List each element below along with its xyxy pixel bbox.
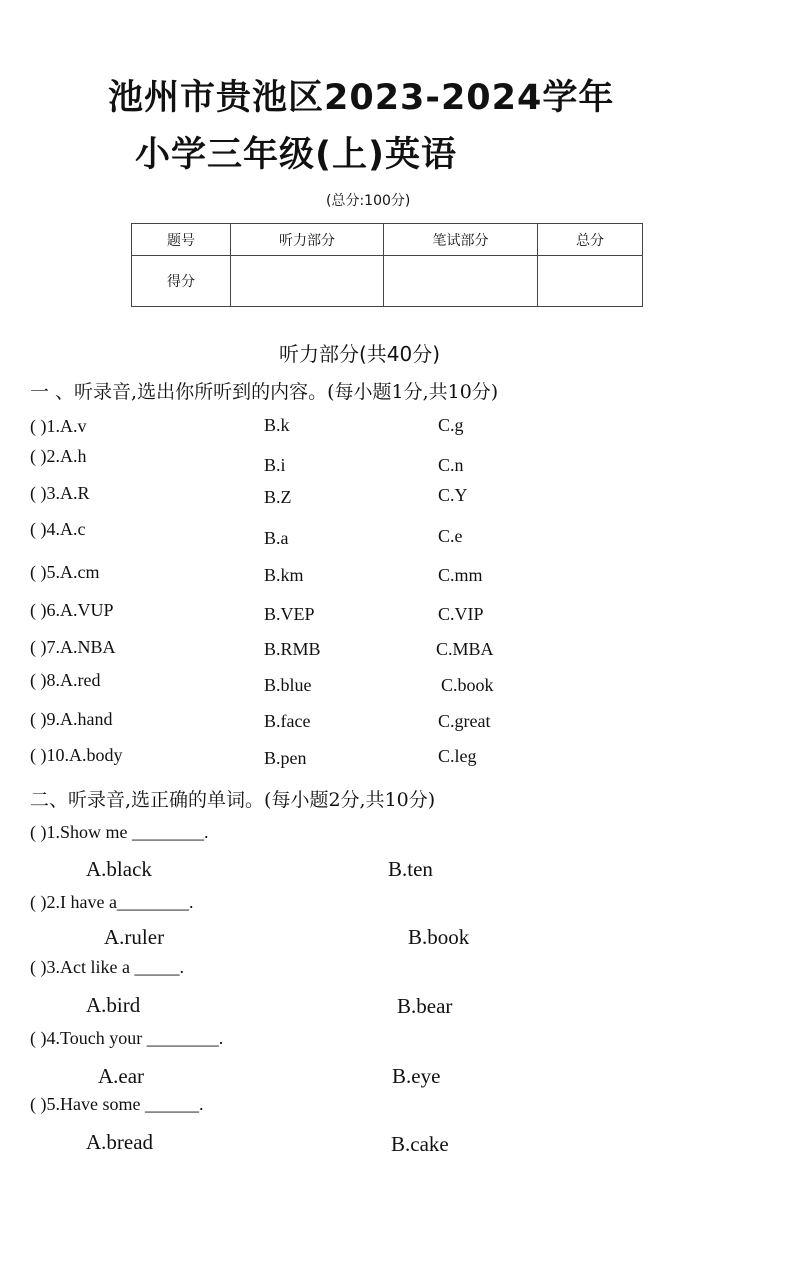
option-b: B.VEP [264, 604, 315, 624]
question-text: ( )4.Touch your ________. [30, 1028, 224, 1048]
part1-title: 一 、听录音,选出你所听到的内容。(每小题1分,共10分) [30, 381, 499, 403]
option-c: C.great [438, 711, 491, 731]
question-text: ( )9.A.hand [30, 709, 113, 729]
score-header-number: 题号 [132, 224, 231, 256]
part2-title: 二、听录音,选正确的单词。(每小题2分,共10分) [30, 789, 436, 811]
question-text: ( )6.A.VUP [30, 600, 114, 620]
question-text: ( )8.A.red [30, 670, 101, 690]
option-b: B.book [408, 925, 470, 949]
option-c: C.Y [438, 485, 468, 505]
title-line-2: 小学三年级(上)英语 [135, 135, 457, 175]
option-c: C.leg [438, 746, 477, 766]
question-text: ( )2.A.h [30, 446, 87, 466]
option-c: C.VIP [438, 604, 484, 624]
option-b: B.pen [264, 748, 307, 768]
option-b: B.ten [388, 857, 433, 881]
score-cell-listening[interactable] [231, 256, 384, 307]
question-text: ( )5.Have some ______. [30, 1094, 204, 1114]
score-header-total: 总分 [538, 224, 643, 256]
title-line-1: 池州市贵池区2023-2024学年 [108, 78, 615, 118]
question-text: ( )1.A.v [30, 416, 87, 436]
listening-heading: 听力部分(共40分) [279, 342, 441, 366]
option-b: B.k [264, 415, 290, 435]
option-c: C.e [438, 526, 463, 546]
option-b: B.cake [391, 1132, 449, 1156]
score-header-written: 笔试部分 [384, 224, 538, 256]
question-text: ( )2.I have a________. [30, 892, 194, 912]
question-text: ( )3.Act like a _____. [30, 957, 184, 977]
question-text: ( )10.A.body [30, 745, 123, 765]
option-b: B.bear [397, 994, 453, 1018]
score-cell-total[interactable] [538, 256, 643, 307]
question-text: ( )4.A.c [30, 519, 86, 539]
score-cell-written[interactable] [384, 256, 538, 307]
option-b: B.a [264, 528, 289, 548]
option-b: B.i [264, 455, 286, 475]
score-header-listening: 听力部分 [231, 224, 384, 256]
question-text: ( )7.A.NBA [30, 637, 116, 657]
option-b: B.blue [264, 675, 312, 695]
option-b: B.Z [264, 487, 292, 507]
option-b: B.eye [392, 1064, 441, 1088]
option-c: C.mm [438, 565, 483, 585]
option-b: B.face [264, 711, 311, 731]
total-score: (总分:100分) [326, 193, 411, 209]
question-text: ( )5.A.cm [30, 562, 100, 582]
option-c: C.MBA [436, 639, 494, 659]
option-b: B.RMB [264, 639, 321, 659]
option-a: A.ear [98, 1064, 145, 1088]
option-c: C.g [438, 415, 464, 435]
option-c: C.n [438, 455, 464, 475]
option-a: A.bread [86, 1130, 154, 1154]
question-text: ( )1.Show me ________. [30, 822, 209, 842]
score-row-label: 得分 [132, 256, 231, 307]
option-a: A.bird [86, 993, 141, 1017]
option-b: B.km [264, 565, 304, 585]
score-table [131, 223, 643, 307]
option-c: C.book [441, 675, 494, 695]
option-a: A.black [86, 857, 152, 881]
option-a: A.ruler [104, 925, 165, 949]
question-text: ( )3.A.R [30, 483, 90, 503]
